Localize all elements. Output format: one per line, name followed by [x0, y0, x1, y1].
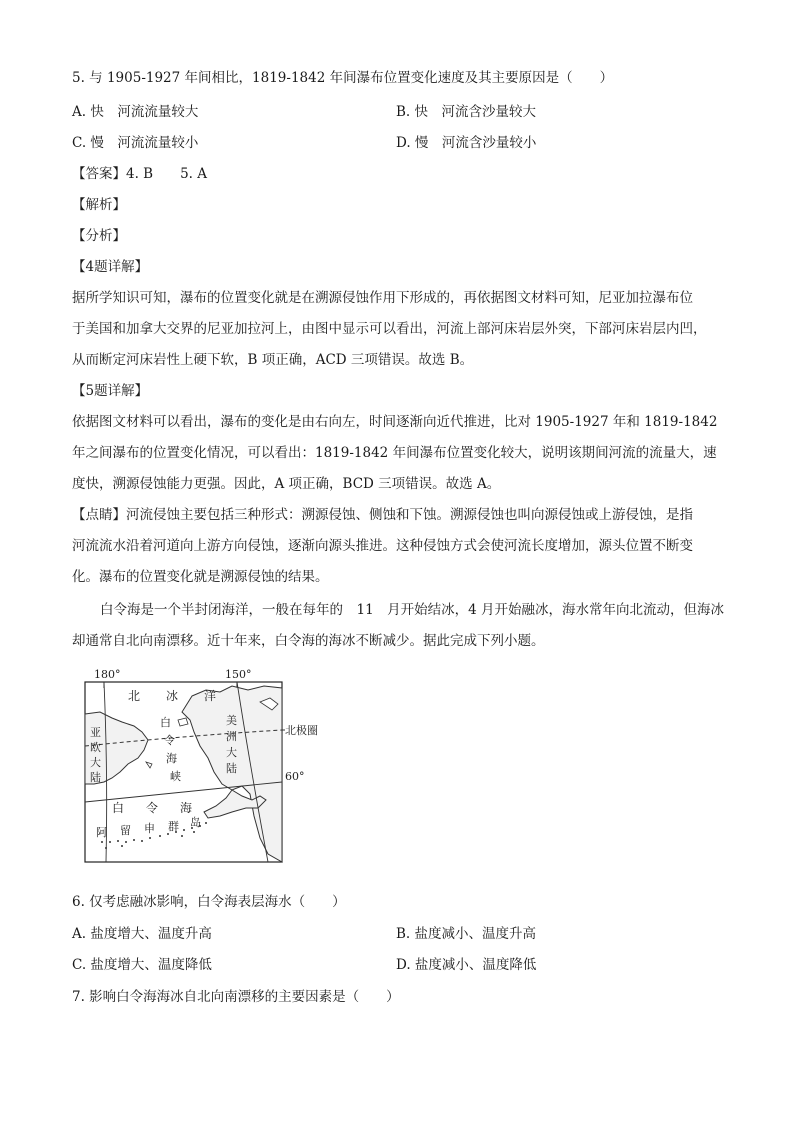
- detail5-tag: 【5题详解】: [72, 383, 149, 399]
- dianjing-tag: 【点睛】: [72, 507, 126, 523]
- q5-option-a: A. 快 河流流量较大: [72, 104, 199, 120]
- arctic-ocean-char-2: 冰: [166, 689, 179, 703]
- q6-option-c: C. 盐度增大、温度降低: [72, 957, 212, 973]
- eurasia-char-2: 欧: [90, 741, 101, 754]
- strait-char-4: 峡: [170, 770, 181, 783]
- answer-tag: 【答案】: [72, 166, 126, 182]
- arctic-circle-label: 北极圈: [285, 724, 318, 737]
- detail5-line-2: 年之间瀑布的位置变化情况，可以看出：1819-1842 年间瀑布位置变化较大，说明该期间河流的流量大，速: [72, 445, 717, 461]
- eurasia-char-1: 亚: [90, 726, 101, 739]
- q5-stem: 5. 与 1905-1927 年间相比，1819-1842 年间瀑布位置变化速度及其主要原因是（ ）: [72, 70, 614, 86]
- q6-stem: 6. 仅考虑融冰影响，白令海表层海水（ ）: [72, 894, 346, 910]
- answer-line: [72, 162, 207, 182]
- lon-180-label: 180°: [94, 668, 121, 681]
- fenxi-tag: 【分析】: [72, 228, 126, 244]
- q5-option-c: C. 慢 河流流量较小: [72, 135, 199, 151]
- america-char-2: 洲: [226, 730, 237, 743]
- arctic-ocean-char-3: 洋: [204, 689, 217, 703]
- aleutian-char-5: 岛: [190, 816, 201, 829]
- arctic-ocean-char-1: 北: [128, 689, 141, 703]
- intro-line-1: 白令海是一个半封闭海洋，一般在每年的 11 月开始结冰，4 月开始融冰，海水常年向北流动，但海冰: [100, 602, 725, 618]
- strait-char-3: 海: [166, 752, 177, 765]
- q5-option-b: B. 快 河流含沙量较大: [396, 104, 537, 120]
- aleutian-char-2: 留: [120, 824, 131, 837]
- bering-sea-char-3: 海: [180, 801, 193, 815]
- eurasia-char-4: 陆: [90, 771, 101, 784]
- detail4-line-1: 据所学知识可知，瀑布的位置变化就是在溯源侵蚀作用下形成的，再依据图文材料可知，尼亚加拉瀑布位: [72, 290, 693, 306]
- q7-stem: 7. 影响白令海海冰自北向南漂移的主要因素是（ ）: [72, 989, 400, 1005]
- q5-option-d: D. 慢 河流含沙量较小: [396, 135, 537, 151]
- dianjing-line-1: [72, 503, 693, 523]
- q6-option-d: D. 盐度减小、温度降低: [396, 957, 537, 973]
- analysis-tag: 【解析】: [72, 197, 126, 213]
- bering-sea-char-2: 令: [146, 801, 159, 815]
- dianjing-line-3: 化。瀑布的位置变化就是溯源侵蚀的结果。: [72, 569, 329, 585]
- bering-sea-map: [82, 666, 342, 866]
- detail5-line-1: 依据图文材料可以看出，瀑布的变化是由右向左，时间逐渐向近代推进，比对 1905-1927 年和 1819-1842: [72, 414, 718, 430]
- q6-option-a: A. 盐度增大、温度升高: [72, 926, 212, 942]
- america-char-1: 美: [226, 714, 237, 727]
- dianjing-text-1: 河流侵蚀主要包括三种形式：溯源侵蚀、侧蚀和下蚀。溯源侵蚀也叫向源侵蚀或上游侵蚀，是指: [126, 507, 693, 523]
- aleutian-char-1: 阿: [96, 826, 107, 839]
- map-svg: [82, 666, 342, 866]
- strait-char-1: 白: [160, 716, 171, 729]
- q6-option-b: B. 盐度减小、温度升高: [396, 926, 537, 942]
- detail5-line-3: 度快，溯源侵蚀能力更强。因此，A 项正确，BCD 三项错误。故选 A。: [72, 476, 501, 492]
- america-char-3: 大: [226, 746, 237, 759]
- answer-text: 4. B 5. A: [126, 166, 208, 182]
- dianjing-line-2: 河流流水沿着河道向上游方向侵蚀，逐渐向源头推进。这种侵蚀方式会使河流长度增加，源头位置不断变: [72, 538, 693, 554]
- eurasia-char-3: 大: [90, 756, 101, 769]
- strait-char-2: 令: [164, 734, 175, 747]
- aleutian-char-4: 群: [168, 820, 179, 833]
- detail4-tag: 【4题详解】: [72, 259, 149, 275]
- intro-line-2: 却通常自北向南漂移。近十年来，白令海的海冰不断减少。据此完成下列小题。: [72, 633, 545, 649]
- lon-150-label: 150°: [225, 668, 252, 681]
- detail4-line-3: 从而断定河床岩性上硬下软，B 项正确，ACD 三项错误。故选 B。: [72, 352, 474, 368]
- detail4-line-2: 于美国和加拿大交界的尼亚加拉河上，由图中显示可以看出，河流上部河床岩层外突，下部河床岩层内凹，: [72, 321, 707, 337]
- bering-sea-char-1: 白: [112, 801, 125, 815]
- lat-60-label: 60°: [285, 770, 305, 783]
- america-char-4: 陆: [226, 762, 237, 775]
- aleutian-char-3: 申: [144, 822, 155, 835]
